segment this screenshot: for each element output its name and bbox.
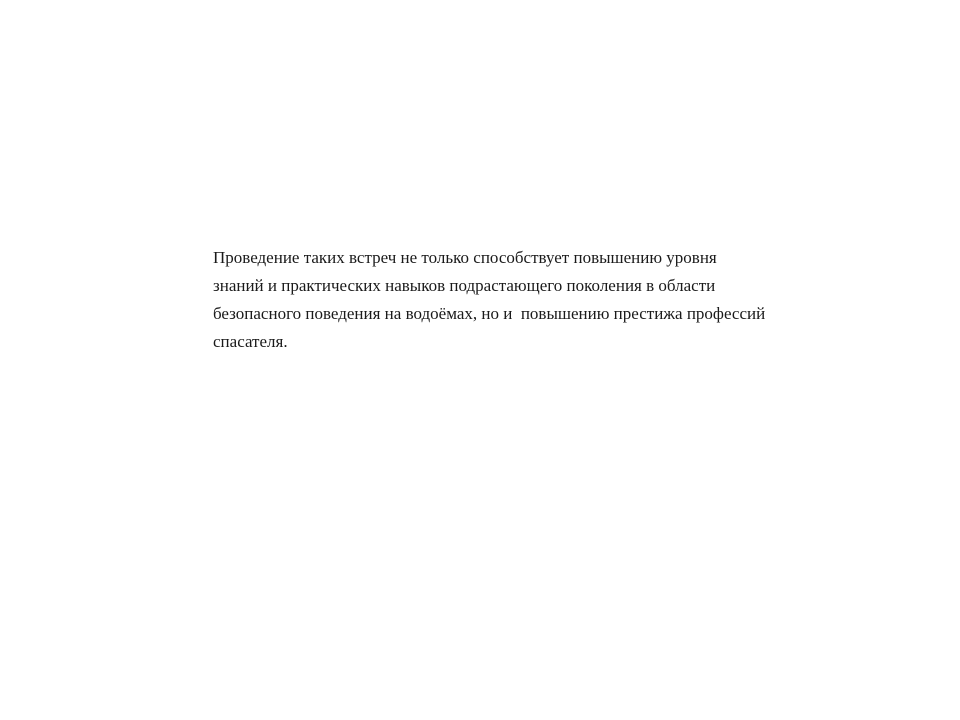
paragraph — [213, 244, 853, 356]
paragraph-line: спасателя. — [213, 332, 288, 351]
paragraph-line: Проведение таких встреч не только способствует повышению уровня — [213, 248, 717, 267]
paragraph-line: знаний и практических навыков подрастающего поколения в области — [213, 276, 716, 295]
paragraph-line: безопасного поведения на водоёмах, но и повышению престижа профессий — [213, 304, 766, 323]
